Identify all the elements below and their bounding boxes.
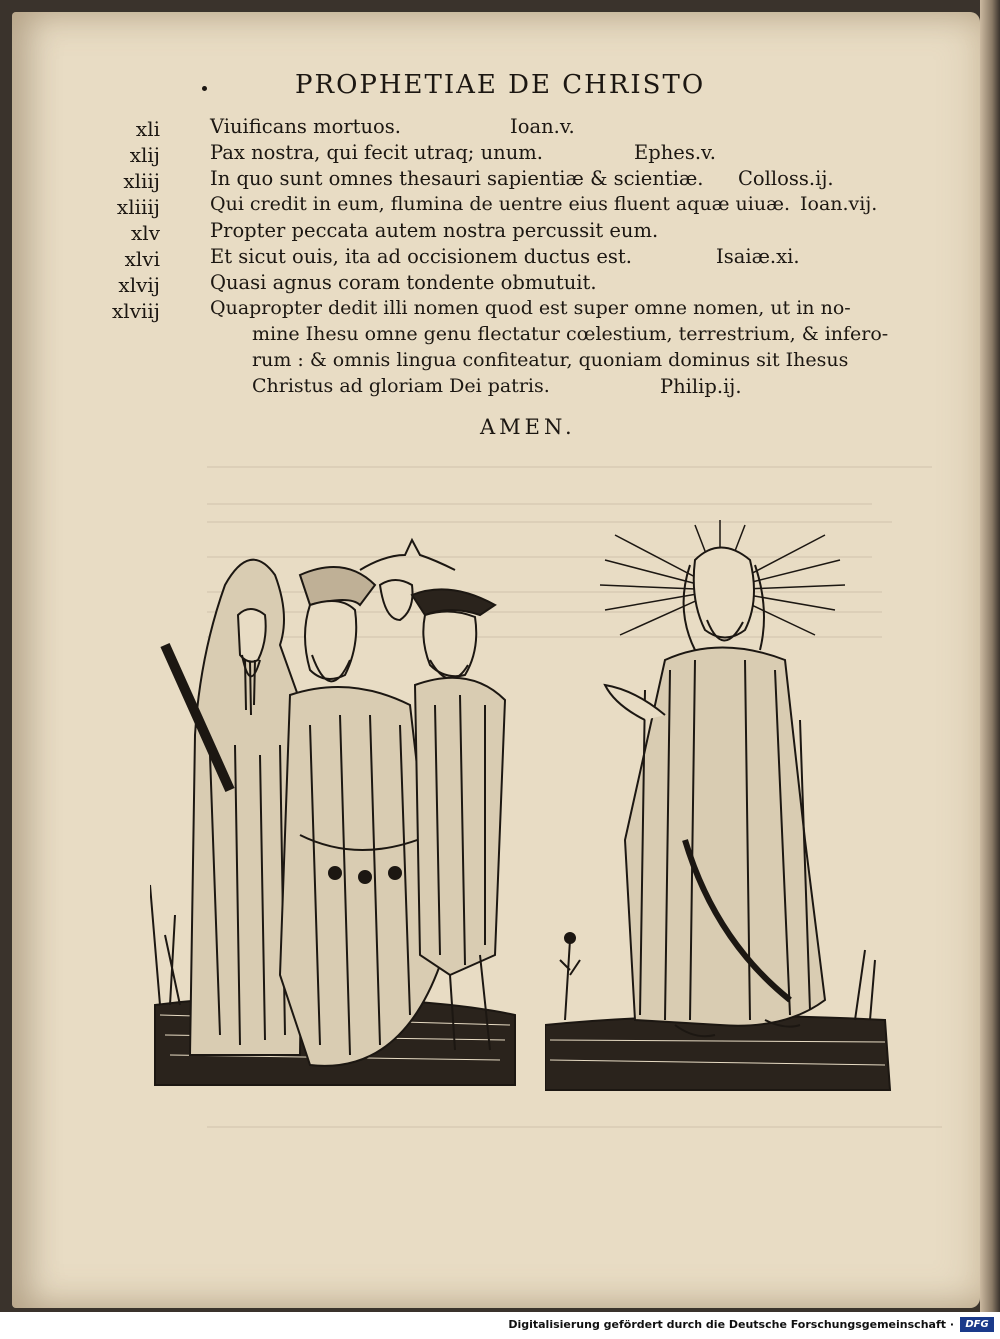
footer-bar	[0, 1312, 1000, 1339]
entry-text: Qui credit in eum, flumina de uentre eius fluent aquæ uiuæ.	[210, 193, 791, 215]
ornament-dot	[202, 86, 207, 91]
entry-reference: Colloss.ij.	[738, 167, 834, 190]
entry-number: xliij	[123, 169, 160, 193]
woodcut-group-of-men	[150, 535, 520, 1090]
dfg-logo: DFG	[960, 1317, 994, 1332]
entry-text: In quo sunt omnes thesauri sapientiæ & scientiæ.	[210, 167, 704, 190]
entry-text: Viuificans mortuos.	[210, 115, 401, 138]
entry-text: Quasi agnus coram tondente obmutuit.	[210, 271, 597, 294]
funding-credit: Digitalisierung gefördert durch die Deutsche Forschungsgemeinschaft ·	[508, 1318, 954, 1331]
entry-reference: Ephes.v.	[634, 141, 716, 164]
entry-reference: Ioan.v.	[510, 115, 575, 138]
entry-number: xlviij	[112, 299, 160, 323]
entry-text-line: mine Ihesu omne genu flectatur cœlestium, terrestrium, & infero-	[252, 323, 889, 345]
entry-reference: Philip.ij.	[660, 375, 742, 398]
entry-text: Pax nostra, qui fecit utraq; unum.	[210, 141, 543, 164]
entry-number: xli	[135, 117, 160, 141]
entry-text: Et sicut ouis, ita ad occisionem ductus est.	[210, 245, 632, 268]
entry-text: Propter peccata autem nostra percussit eum.	[210, 219, 659, 242]
entry-number: xlvi	[124, 247, 160, 271]
entry-number: xlv	[131, 221, 160, 245]
entry-reference: Isaiæ.xi.	[716, 245, 800, 268]
entry-text-line: rum : & omnis lingua confiteatur, quoniam dominus sit Ihesus	[252, 349, 849, 371]
entry-reference: Ioan.vij.	[800, 193, 878, 215]
page-edge-shadow	[980, 0, 1000, 1312]
woodcut-christ-with-halo	[545, 520, 895, 1095]
entry-text-line: Christus ad gloriam Dei patris.	[252, 375, 550, 397]
closing-amen: AMEN.	[480, 415, 576, 439]
entry-number: xliiij	[116, 195, 160, 219]
entry-text-line: Quapropter dedit illi nomen quod est super omne nomen, ut in no-	[210, 297, 851, 319]
entry-number: xlvij	[118, 273, 160, 297]
page-title: PROPHETIAE DE CHRISTO	[295, 70, 706, 100]
entry-number: xlij	[129, 143, 160, 167]
